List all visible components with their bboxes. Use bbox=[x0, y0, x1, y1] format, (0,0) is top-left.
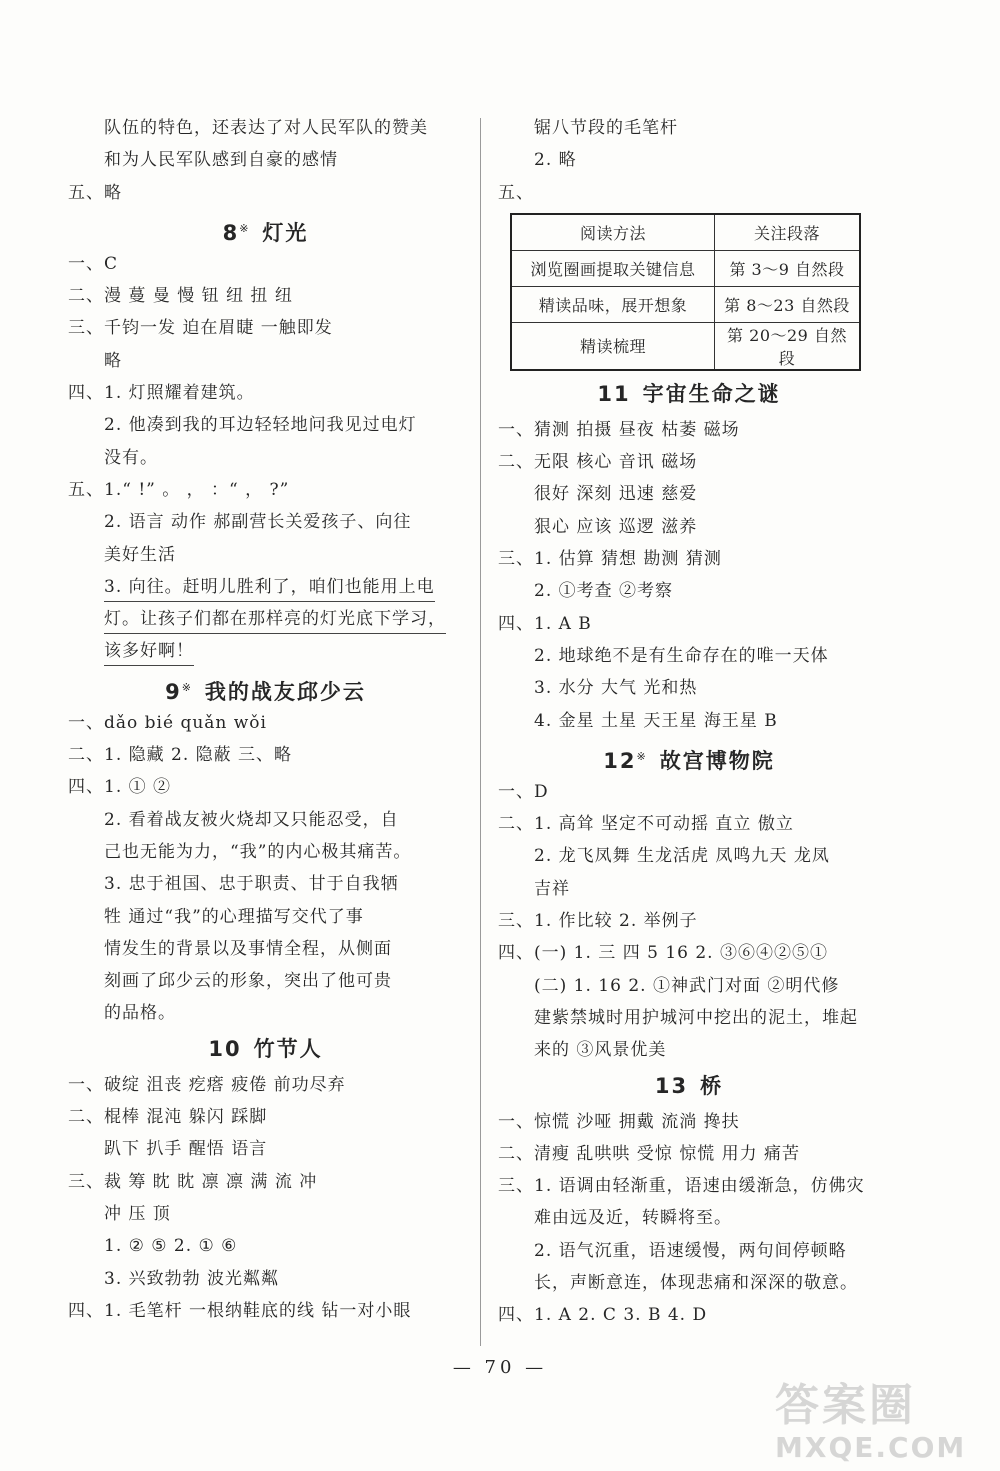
answer-line: 己也无能为力，“我”的内心极其痛苦。 bbox=[104, 841, 412, 862]
right-column bbox=[498, 112, 880, 1332]
lesson-title: 故宫博物院 bbox=[659, 748, 775, 773]
answer-line: 一、D bbox=[498, 781, 549, 802]
underlined-answer: 该多好啊！ bbox=[104, 637, 194, 666]
lesson-heading bbox=[68, 209, 463, 248]
answer-line: 3. 忠于祖国、忠于职责、甘于自我牺 bbox=[104, 874, 399, 895]
lesson-number bbox=[165, 680, 193, 704]
answer-line: 三、1. 估算 猜想 勘测 猜测 bbox=[498, 549, 722, 570]
watermark-logo bbox=[775, 1380, 990, 1465]
answer-line: 一、破绽 沮丧 疙瘩 疲倦 前功尽弃 bbox=[68, 1074, 346, 1095]
answer-line: 趴下 扒手 醒悟 语言 bbox=[104, 1139, 268, 1160]
answer-line: 四、1. A 2. C 3. B 4. D bbox=[498, 1305, 708, 1326]
answer-line: 四、1. 毛笔杆 一根纳鞋底的线 钻一对小眼 bbox=[68, 1300, 412, 1321]
table-row bbox=[511, 214, 860, 251]
answer-line: 美好生活 bbox=[104, 544, 176, 565]
answer-line: (二) 1. 16 2. ①神武门对面 ②明代修 bbox=[534, 975, 840, 996]
answer-line: 2. 语气沉重，语速缓慢，两句间停顿略 bbox=[534, 1240, 847, 1261]
answer-line: 二、清瘦 乱哄哄 受惊 惊慌 用力 痛苦 bbox=[498, 1143, 801, 1164]
table-cell: 浏览圈画提取关键信息 bbox=[511, 250, 715, 286]
answer-line: 2. 地球绝不是有生命存在的唯一天体 bbox=[534, 645, 829, 666]
answer-line: 二、1. 高耸 坚定不可动摇 直立 傲立 bbox=[498, 814, 794, 835]
answer-line: 吉祥 bbox=[534, 878, 570, 899]
lesson-title: 宇宙生命之谜 bbox=[642, 381, 781, 406]
optional-lesson-mark: ※ bbox=[636, 749, 648, 763]
table-row bbox=[511, 322, 860, 370]
lesson-title: 竹节人 bbox=[253, 1036, 323, 1061]
page-number: — 70 — bbox=[452, 1357, 548, 1378]
answer-line: 2. 略 bbox=[534, 150, 577, 171]
answer-line: 2. 看着战友被火烧却又只能忍受，自 bbox=[104, 809, 399, 830]
answer-line: 情发生的背景以及事情全程，从侧面 bbox=[104, 938, 392, 959]
answer-line: 没有。 bbox=[104, 447, 158, 468]
answer-line: 四、(一) 1. 三 四 5 16 2. ③⑥④②⑤① bbox=[498, 943, 828, 964]
answer-line: 二、漫 蔓 曼 慢 钮 纽 扭 纽 bbox=[68, 286, 293, 307]
answer-line: 难由远及近，转瞬将至。 bbox=[534, 1208, 732, 1229]
lesson-number-text: 13 bbox=[654, 1073, 689, 1098]
table-cell: 精读品味，展开想象 bbox=[511, 286, 715, 322]
answer-line: 的品格。 bbox=[104, 1003, 176, 1024]
lesson-title: 灯光 bbox=[262, 220, 309, 245]
answer-line: 2. 语言 动作 郝副营长关爱孩子、向往 bbox=[104, 512, 412, 533]
lesson-heading bbox=[498, 1067, 880, 1106]
lesson-heading bbox=[498, 375, 880, 414]
table-cell: 精读梳理 bbox=[511, 322, 715, 370]
answer-line: 狠心 应该 巡逻 滋养 bbox=[534, 516, 698, 537]
answer-line: 长，声断意连，体现悲痛和深深的敬意。 bbox=[534, 1273, 858, 1294]
table-row bbox=[511, 250, 860, 286]
watermark-line1: 答案圈 bbox=[775, 1380, 916, 1431]
answer-line: 牲 通过“我”的心理描写交代了事 bbox=[104, 906, 364, 927]
table-cell: 第 20～29 自然段 bbox=[715, 322, 861, 370]
answer-line: 锯八节段的毛笔杆 bbox=[534, 118, 678, 138]
answer-line bbox=[68, 603, 463, 635]
answer-line: 2. 他凑到我的耳边轻轻地问我见过电灯 bbox=[104, 415, 417, 436]
lesson-number-text: 9 bbox=[165, 679, 182, 704]
lesson-title: 桥 bbox=[700, 1073, 724, 1098]
table-cell: 关注段落 bbox=[715, 214, 861, 251]
lesson-number bbox=[597, 382, 630, 406]
answer-line: 2. ①考查 ②考察 bbox=[534, 581, 674, 602]
answer-line: 2. 龙飞凤舞 生龙活虎 凤鸣九天 龙凤 bbox=[534, 846, 830, 867]
answer-line: 二、1. 隐藏 2. 隐蔽 三、略 bbox=[68, 745, 293, 766]
table-row bbox=[511, 286, 860, 322]
column-divider bbox=[480, 118, 481, 1346]
answer-line: 建紫禁城时用护城河中挖出的泥土，堆起 bbox=[534, 1007, 858, 1028]
answer-line: 3. 水分 大气 光和热 bbox=[534, 678, 698, 699]
answer-line: 三、1. 语调由轻渐重，语速由缓渐急，仿佛灾 bbox=[498, 1176, 865, 1197]
answer-line: 来的 ③风景优美 bbox=[534, 1040, 667, 1061]
lesson-heading bbox=[68, 1030, 463, 1069]
lesson-number-text: 10 bbox=[208, 1036, 242, 1061]
table-cell: 阅读方法 bbox=[511, 214, 715, 251]
lesson-number-text: 8 bbox=[222, 220, 240, 245]
answer-line bbox=[68, 635, 463, 667]
answer-line: 一、dǎo bié quǎn wǒi bbox=[68, 712, 267, 733]
answer-line: 刻画了邱少云的形象，突出了他可贵 bbox=[104, 971, 392, 992]
answer-line: 一、C bbox=[68, 253, 119, 274]
answer-line: 三、千钧一发 迫在眉睫 一触即发 bbox=[68, 318, 333, 339]
answer-line: 四、1. 灯照耀着建筑。 bbox=[68, 383, 255, 404]
answer-line: 一、惊慌 沙哑 拥戴 流淌 搀扶 bbox=[498, 1111, 740, 1132]
answer-line bbox=[68, 571, 463, 603]
lesson-number bbox=[603, 749, 647, 773]
answer-line: 冲 压 顶 bbox=[104, 1203, 171, 1224]
left-column bbox=[68, 112, 463, 1327]
answer-line: 三、1. 作比较 2. 举例子 bbox=[498, 911, 698, 932]
lesson-title: 我的战友邱少云 bbox=[204, 679, 366, 704]
answer-line: 五、1.“ !” 。 ， ：“ ， ?” bbox=[68, 479, 290, 500]
answer-line: 四、1. A B bbox=[498, 613, 592, 634]
lesson-number bbox=[223, 221, 251, 245]
answer-line: 略 bbox=[104, 350, 122, 371]
underlined-answer: 3. 向往。赶明儿胜利了，咱们也能用上电 bbox=[104, 573, 435, 602]
answer-line: 五、 bbox=[498, 182, 534, 203]
answer-line: 三、裁 筹 眈 眈 凛 凛 满 流 冲 bbox=[68, 1171, 318, 1192]
answer-line: 一、猜测 拍摄 昼夜 枯萎 磁场 bbox=[498, 419, 740, 440]
optional-lesson-mark: ※ bbox=[239, 221, 251, 235]
lesson-heading bbox=[68, 668, 463, 707]
answer-line: 四、1. ① ② bbox=[68, 777, 172, 798]
answer-line: 二、无限 核心 音讯 磁场 bbox=[498, 452, 698, 473]
answer-line: 1. ② ⑤ 2. ① ⑥ bbox=[104, 1236, 238, 1257]
answer-line: 五、略 bbox=[68, 182, 122, 203]
lesson-number-text: 12 bbox=[603, 748, 637, 773]
lesson-number bbox=[655, 1074, 688, 1098]
answer-line: 很好 深刻 迅速 慈爱 bbox=[534, 484, 698, 505]
optional-lesson-mark: ※ bbox=[181, 680, 193, 694]
answer-line: 队伍的特色，还表达了对人民军队的赞美 bbox=[104, 118, 428, 138]
lesson-number bbox=[208, 1037, 241, 1061]
answer-line: 和为人民军队感到自豪的感情 bbox=[104, 150, 338, 171]
lesson-number-text: 11 bbox=[597, 381, 631, 406]
table-cell: 第 3～9 自然段 bbox=[715, 250, 861, 286]
answer-line: 二、棍棒 混沌 躲闪 踩脚 bbox=[68, 1107, 268, 1128]
watermark-line2: MXQE.COM bbox=[775, 1431, 967, 1464]
answer-line: 4. 金星 土星 天王星 海王星 B bbox=[534, 710, 778, 731]
answer-line: 3. 兴致勃勃 波光粼粼 bbox=[104, 1268, 280, 1289]
lesson-heading bbox=[498, 737, 880, 776]
underlined-answer: 灯。让孩子们都在那样亮的灯光底下学习， bbox=[104, 605, 446, 634]
reading-method-table bbox=[510, 213, 861, 371]
table-cell: 第 8～23 自然段 bbox=[715, 286, 861, 322]
